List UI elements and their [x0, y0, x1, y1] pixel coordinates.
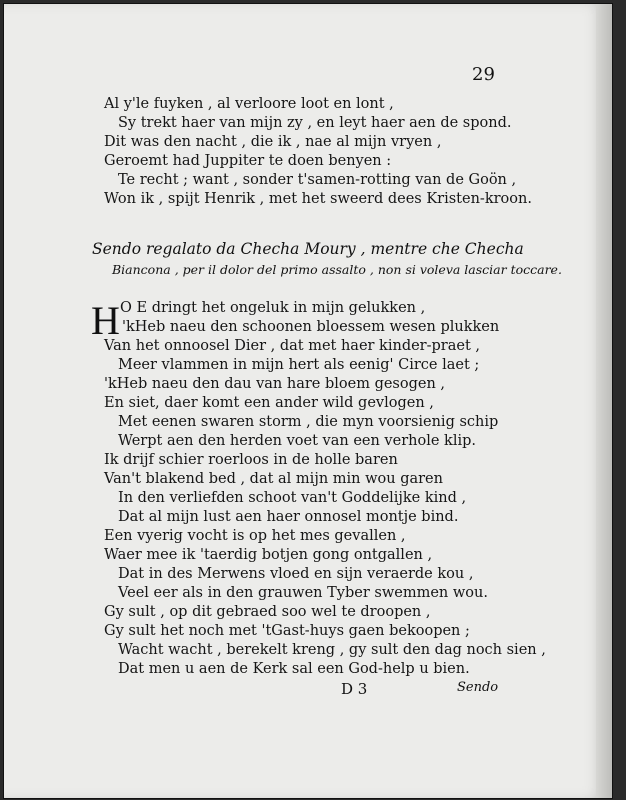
verse-line: Een vyerig vocht is op het mes gevallen , — [104, 528, 406, 544]
poem-stanza-one — [104, 95, 532, 209]
verse-line: En siet, daer komt een ander wild gevlogen , — [104, 395, 434, 411]
verse-line: Van't blakend bed , dat al mijn min wou garen — [104, 471, 443, 487]
catchword: Sendo — [457, 680, 499, 695]
verse-line: Veel eer als in den grauwen Tyber swemmen wou. — [118, 585, 488, 601]
verse-line: Dat al mijn lust aen haer onnosel montje bind. — [118, 509, 459, 525]
verse-line: Dat men u aen de Kerk sal een God-help u bien. — [118, 661, 470, 677]
verse-line: Wacht wacht , berekelt kreng , gy sult den dag noch sien , — [118, 642, 546, 658]
verse-line: Te recht ; want , sonder t'samen-rotting van de Goön , — [118, 172, 517, 188]
verse-line: Dit was den nacht , die ik , nae al mijn vryen , — [104, 134, 442, 150]
drop-cap: H — [91, 298, 120, 343]
verse-line: Met eenen swaren storm , die myn voorsienig schip — [118, 414, 499, 430]
verse-line: In den verliefden schoot van't Goddelijke kind , — [118, 490, 467, 506]
heading-line-two: Biancona , per il dolor del primo assalto , non si voleva lasciar toccare. — [112, 262, 562, 277]
verse-line: Dat in des Merwens vloed en sijn veraerde kou , — [118, 566, 474, 582]
heading-line-one: Sendo regalato da Checha Moury , mentre che Checha — [92, 240, 524, 258]
verse-line: Ik drijf schier roerloos in de holle baren — [104, 452, 398, 468]
signature-mark: D 3 — [341, 680, 368, 698]
verse-line: Van het onnoosel Dier , dat met haer kinder-praet , — [104, 338, 481, 354]
poem-stanza-two — [104, 299, 546, 679]
page-number: 29 — [472, 64, 495, 85]
verse-line: Gy sult het noch met 'tGast-huys gaen bekoopen ; — [104, 623, 470, 639]
verse-line: 'kHeb naeu den schoonen bloessem wesen plukken — [122, 319, 500, 335]
verse-line: Waer mee ik 'taerdig botjen gong ontgallen , — [104, 547, 433, 563]
verse-line: Won ik , spijt Henrik , met het sweerd dees Kristen-kroon. — [104, 191, 532, 207]
verse-line: Werpt aen den herden voet van een verhole klip. — [118, 433, 476, 449]
poem-heading — [92, 238, 562, 280]
verse-line: O E dringt het ongeluk in mijn gelukken , — [120, 300, 426, 316]
verse-line: 'kHeb naeu den dau van hare bloem gesogen , — [104, 376, 446, 392]
verse-line: Al y'le fuyken , al verloore loot en lont , — [104, 96, 394, 112]
book-page — [3, 3, 613, 799]
verse-line: Sy trekt haer van mijn zy , en leyt haer aen de spond. — [118, 115, 512, 131]
verse-line: Geroemt had Juppiter te doen benyen : — [104, 153, 392, 169]
verse-line: Meer vlammen in mijn hert als eenig' Circe laet ; — [118, 357, 480, 373]
page-edge-shadow — [596, 4, 612, 798]
verse-line: Gy sult , op dit gebraed soo wel te droopen , — [104, 604, 431, 620]
